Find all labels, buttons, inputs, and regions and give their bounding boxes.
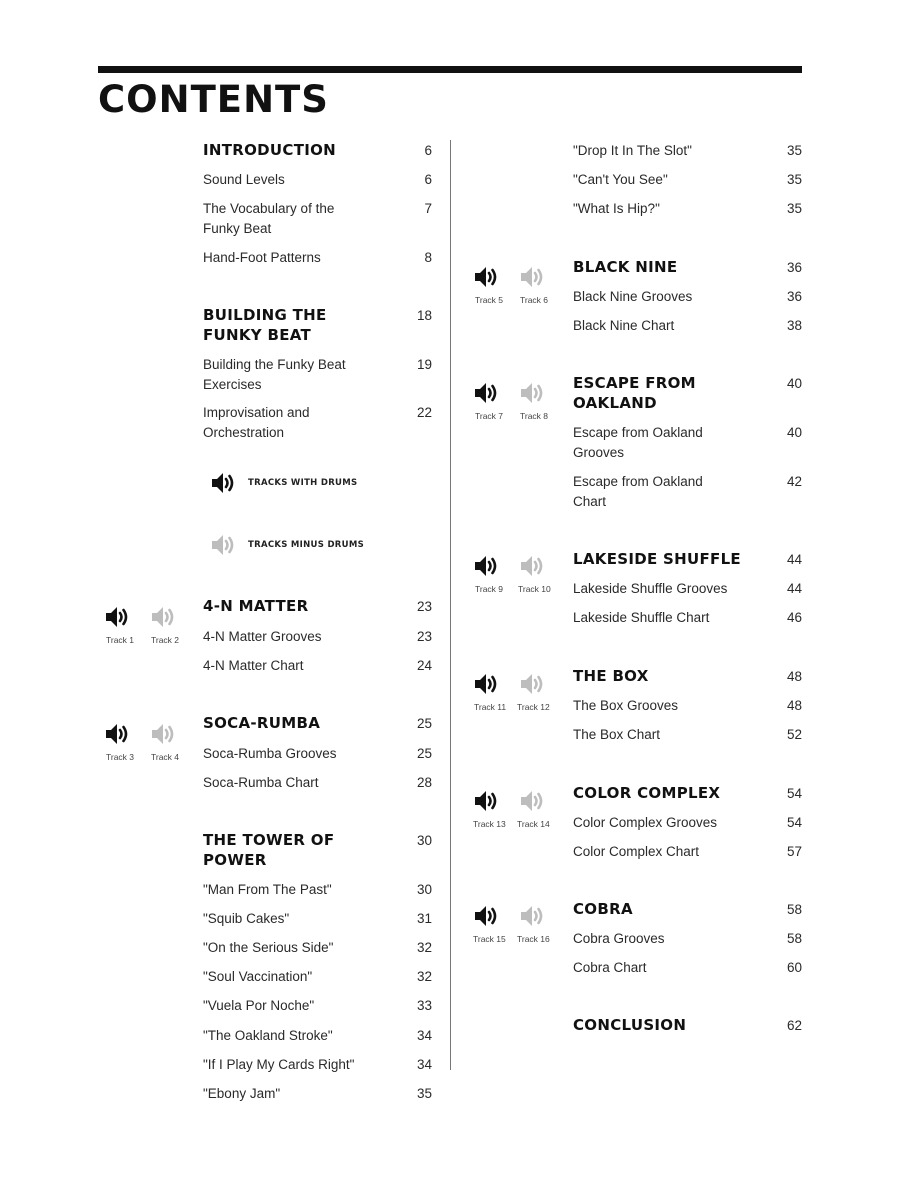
track-label: Track 8 [520, 411, 549, 421]
page-number: 40 [786, 425, 802, 440]
page-number: 19 [416, 357, 432, 372]
speaker-light-icon[interactable] [519, 671, 545, 702]
speaker-light-icon[interactable] [519, 788, 545, 819]
section-title: 4-N MATTER [203, 597, 309, 615]
entry-title: The Vocabulary of the Funky Beat [203, 201, 335, 236]
entry-title: Soca-Rumba Chart [203, 775, 319, 790]
page-number: 35 [416, 1086, 432, 1101]
page-number: 30 [416, 833, 432, 848]
section-title: COLOR COMPLEX [573, 784, 721, 802]
speaker-light-icon [210, 532, 236, 558]
page-number: 6 [424, 143, 432, 158]
section-title: BLACK NINE [573, 258, 678, 276]
page-number: 35 [786, 143, 802, 158]
page-number: 23 [416, 629, 432, 644]
entry-title: Black Nine Grooves [573, 289, 693, 304]
speaker-dark-icon[interactable] [473, 903, 499, 934]
section-title: ESCAPE FROM OAKLAND [573, 374, 696, 412]
section-title: COBRA [573, 900, 633, 918]
legend-with-drums [210, 470, 357, 496]
track-label: Track 3 [106, 752, 135, 762]
page-title: CONTENTS [98, 78, 329, 121]
entry-title: "On the Serious Side" [203, 940, 334, 955]
page-number: 25 [416, 716, 432, 731]
speaker-dark-icon[interactable] [473, 671, 499, 702]
track-label: Track 9 [475, 584, 504, 594]
legend-minus-drums [210, 532, 364, 558]
page-number: 48 [786, 698, 802, 713]
page-number: 35 [786, 172, 802, 187]
page-number: 35 [786, 201, 802, 216]
track-label: Track 1 [106, 635, 135, 645]
page-number: 31 [416, 911, 432, 926]
track-label: Track 10 [518, 584, 551, 594]
page-number: 38 [786, 318, 802, 333]
entry-title: Improvisation and Orchestration [203, 405, 310, 440]
entry-title: "Man From The Past" [203, 882, 332, 897]
speaker-dark-icon[interactable] [473, 380, 499, 411]
page-number: 23 [416, 599, 432, 614]
top-rule [98, 66, 802, 73]
speaker-dark-icon[interactable] [104, 721, 130, 752]
entry-title: "Can't You See" [573, 172, 668, 187]
entry-title: Sound Levels [203, 172, 285, 187]
track-label: Track 5 [475, 295, 504, 305]
page-number: 6 [424, 172, 432, 187]
page-number: 60 [786, 960, 802, 975]
entry-title: Soca-Rumba Grooves [203, 746, 337, 761]
entry-title: "Ebony Jam" [203, 1086, 281, 1101]
column-divider [450, 140, 451, 1070]
page-number: 48 [786, 669, 802, 684]
page-number: 58 [786, 902, 802, 917]
page-number: 40 [786, 376, 802, 391]
section-title: BUILDING THE FUNKY BEAT [203, 306, 327, 344]
entry-title: Escape from Oakland Grooves [573, 425, 703, 460]
speaker-light-icon[interactable] [519, 903, 545, 934]
track-label: Track 4 [151, 752, 180, 762]
legend-minus-drums-label: TRACKS MINUS DRUMS [248, 540, 365, 550]
page-number: 46 [786, 610, 802, 625]
page-number: 44 [786, 581, 802, 596]
entry-title: "Drop It In The Slot" [573, 143, 692, 158]
page-number: 36 [786, 260, 802, 275]
track-label: Track 12 [517, 702, 550, 712]
speaker-dark-icon[interactable] [473, 553, 499, 584]
track-label: Track 11 [474, 702, 507, 712]
page-number: 8 [424, 250, 432, 265]
entry-title: Cobra Chart [573, 960, 647, 975]
section-title: THE TOWER OF POWER [203, 831, 335, 869]
entry-title: Building the Funky Beat Exercises [203, 357, 346, 392]
section-title: THE BOX [573, 667, 649, 685]
page-number: 18 [416, 308, 432, 323]
page-number: 33 [416, 998, 432, 1013]
entry-title: "The Oakland Stroke" [203, 1028, 333, 1043]
entry-title: Lakeside Shuffle Chart [573, 610, 710, 625]
page-number: 28 [416, 775, 432, 790]
speaker-dark-icon[interactable] [473, 264, 499, 295]
page-number: 24 [416, 658, 432, 673]
page-number: 32 [416, 940, 432, 955]
page-number: 7 [424, 201, 432, 216]
entry-title: Color Complex Grooves [573, 815, 718, 830]
entry-title: "Soul Vaccination" [203, 969, 313, 984]
track-label: Track 7 [475, 411, 504, 421]
page-number: 58 [786, 931, 802, 946]
speaker-dark-icon [210, 470, 236, 496]
entry-title: Color Complex Chart [573, 844, 700, 859]
page-number: 44 [786, 552, 802, 567]
page-number: 57 [786, 844, 802, 859]
legend-with-drums-label: TRACKS WITH DRUMS [248, 478, 358, 488]
page-number: 54 [786, 786, 802, 801]
speaker-dark-icon[interactable] [473, 788, 499, 819]
page-number: 52 [786, 727, 802, 742]
entry-title: 4-N Matter Chart [203, 658, 304, 673]
track-label: Track 2 [151, 635, 180, 645]
entry-title: The Box Chart [573, 727, 661, 742]
entry-title: The Box Grooves [573, 698, 679, 713]
page-number: 62 [786, 1018, 802, 1033]
section-title: INTRODUCTION [203, 141, 337, 159]
section-title: SOCA-RUMBA [203, 714, 321, 732]
page-number: 34 [416, 1028, 432, 1043]
speaker-light-icon[interactable] [150, 604, 176, 635]
speaker-light-icon[interactable] [519, 553, 545, 584]
entry-title: "If I Play My Cards Right" [203, 1057, 355, 1072]
entry-title: "Squib Cakes" [203, 911, 290, 926]
entry-title: "Vuela Por Noche" [203, 998, 315, 1013]
page-number: 25 [416, 746, 432, 761]
page-number: 32 [416, 969, 432, 984]
entry-title: Hand-Foot Patterns [203, 250, 321, 265]
section-title: LAKESIDE SHUFFLE [573, 550, 741, 568]
entry-title: Black Nine Chart [573, 318, 675, 333]
page-number: 54 [786, 815, 802, 830]
section-title: CONCLUSION [573, 1016, 687, 1034]
speaker-light-icon[interactable] [519, 380, 545, 411]
entry-title: Lakeside Shuffle Grooves [573, 581, 728, 596]
track-label: Track 14 [517, 819, 550, 829]
entry-title: Cobra Grooves [573, 931, 665, 946]
entry-title: "What Is Hip?" [573, 201, 660, 216]
page-number: 36 [786, 289, 802, 304]
speaker-light-icon[interactable] [519, 264, 545, 295]
page-number: 42 [786, 474, 802, 489]
track-label: Track 15 [473, 934, 506, 944]
speaker-light-icon[interactable] [150, 721, 176, 752]
track-label: Track 13 [473, 819, 506, 829]
entry-title: Escape from Oakland Chart [573, 474, 703, 509]
track-label: Track 6 [520, 295, 549, 305]
entry-title: 4-N Matter Grooves [203, 629, 322, 644]
page-number: 34 [416, 1057, 432, 1072]
page-number: 30 [416, 882, 432, 897]
speaker-dark-icon[interactable] [104, 604, 130, 635]
page-number: 22 [416, 405, 432, 420]
track-label: Track 16 [517, 934, 550, 944]
